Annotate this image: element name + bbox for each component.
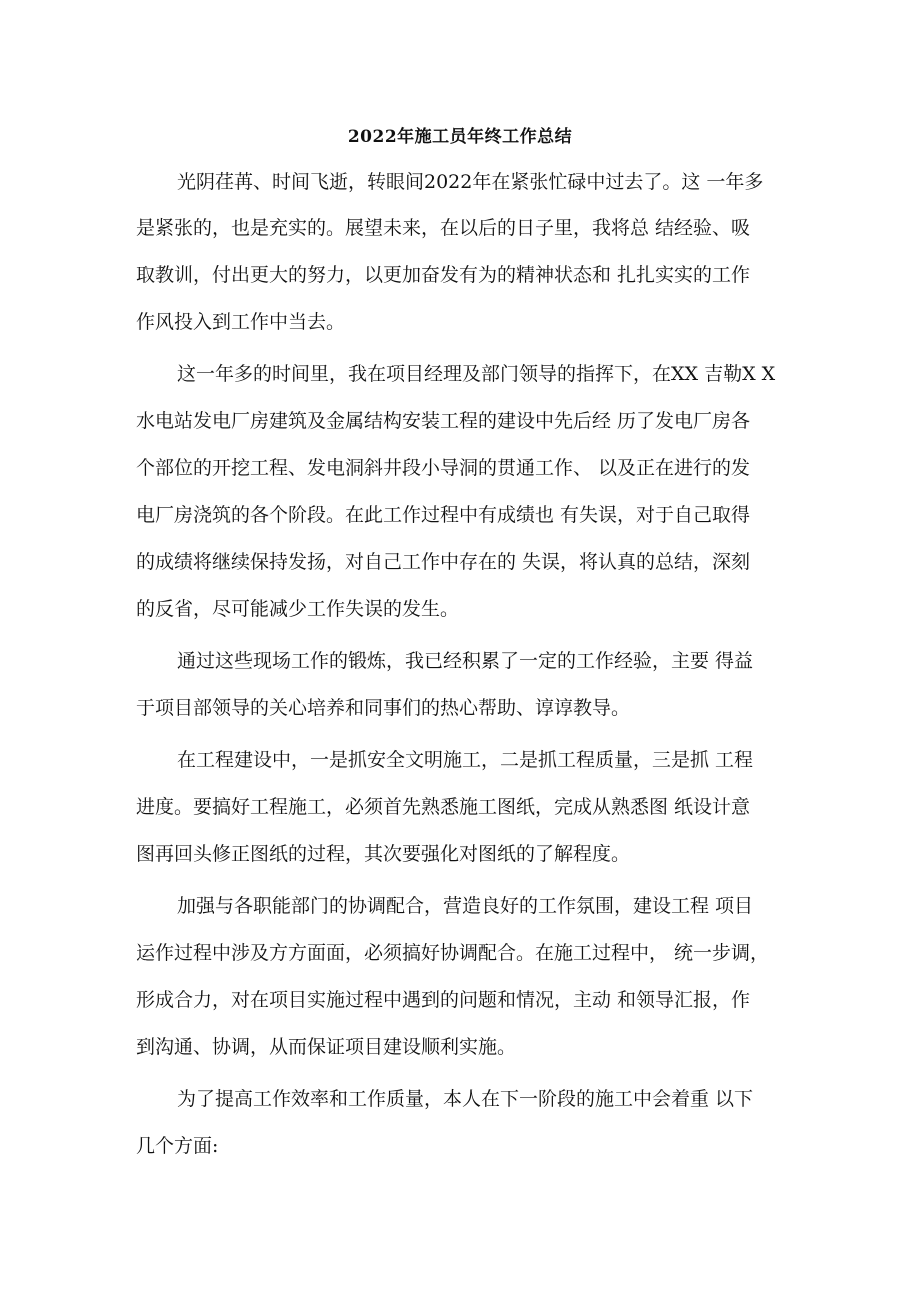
paragraph-5-line-3: 形成合力，对在项目实施过程中遇到的问题和情况，主动 和领导汇报，作 [136,989,751,1011]
paragraph-2-line-5: 的成绩将继续保持发扬，对自己工作中存在的 失误，将认真的总结，深刻 [136,551,751,573]
paragraph-4-line-1: 在工程建设中，一是抓安全文明施工，二是抓工程质量，三是抓 工程 [177,749,754,771]
paragraph-1-line-1: 光阴荏苒、时间飞逝，转眼间2022年在紧张忙碌中过去了。这 一年多 [177,171,764,193]
paragraph-1-line-2: 是紧张的，也是充实的。展望未来，在以后的日子里，我将总 结经验、吸 [136,217,751,239]
paragraph-2-line-6: 的反省，尽可能减少工作失误的发生。 [136,598,460,620]
paragraph-6-line-1: 为了提高工作效率和工作质量，本人在下一阶段的施工中会着重 以下 [177,1088,754,1110]
paragraph-1-line-3: 取教训，付出更大的努力，以更加奋发有为的精神状态和 扎扎实实的工作 [136,264,751,286]
paragraph-5-line-4: 到沟通、协调，从而保证项目建设顺利实施。 [136,1036,517,1058]
paragraph-3-line-1: 通过这些现场工作的锻炼，我已经积累了一定的工作经验，主要 得益 [177,650,754,672]
paragraph-5-line-1: 加强与各职能部门的协调配合，营造良好的工作氛围，建设工程 项目 [177,895,754,917]
paragraph-2-line-2: 水电站发电厂房建筑及金属结构安装工程的建设中先后经 历了发电厂房各 [136,410,751,432]
paragraph-5-line-2: 运作过程中涉及方方面面，必须搞好协调配合。在施工过程中， 统一步调， [136,942,770,964]
paragraph-4-line-2: 进度。要搞好工程施工，必须首先熟悉施工图纸，完成从熟悉图 纸设计意 [136,796,751,818]
document-title: 2022年施工员年终工作总结 [347,127,573,147]
paragraph-2-line-1: 这一年多的时间里，我在项目经理及部门领导的指挥下，在XX 吉勒X X [177,363,776,385]
paragraph-4-line-3: 图再回头修正图纸的过程，其次要强化对图纸的了解程度。 [136,843,631,865]
paragraph-3-line-2: 于项目部领导的关心培养和同事们的热心帮助、谆谆教导。 [136,697,631,719]
paragraph-1-line-4: 作风投入到工作中当去。 [136,311,346,333]
paragraph-2-line-4: 电厂房浇筑的各个阶段。在此工作过程中有成绩也 有失误，对于自己取得 [136,504,751,526]
paragraph-6-line-2: 几个方面: [136,1135,219,1157]
paragraph-2-line-3: 个部位的开挖工程、发电洞斜井段小导洞的贯通工作、 以及正在进行的发 [136,457,751,479]
